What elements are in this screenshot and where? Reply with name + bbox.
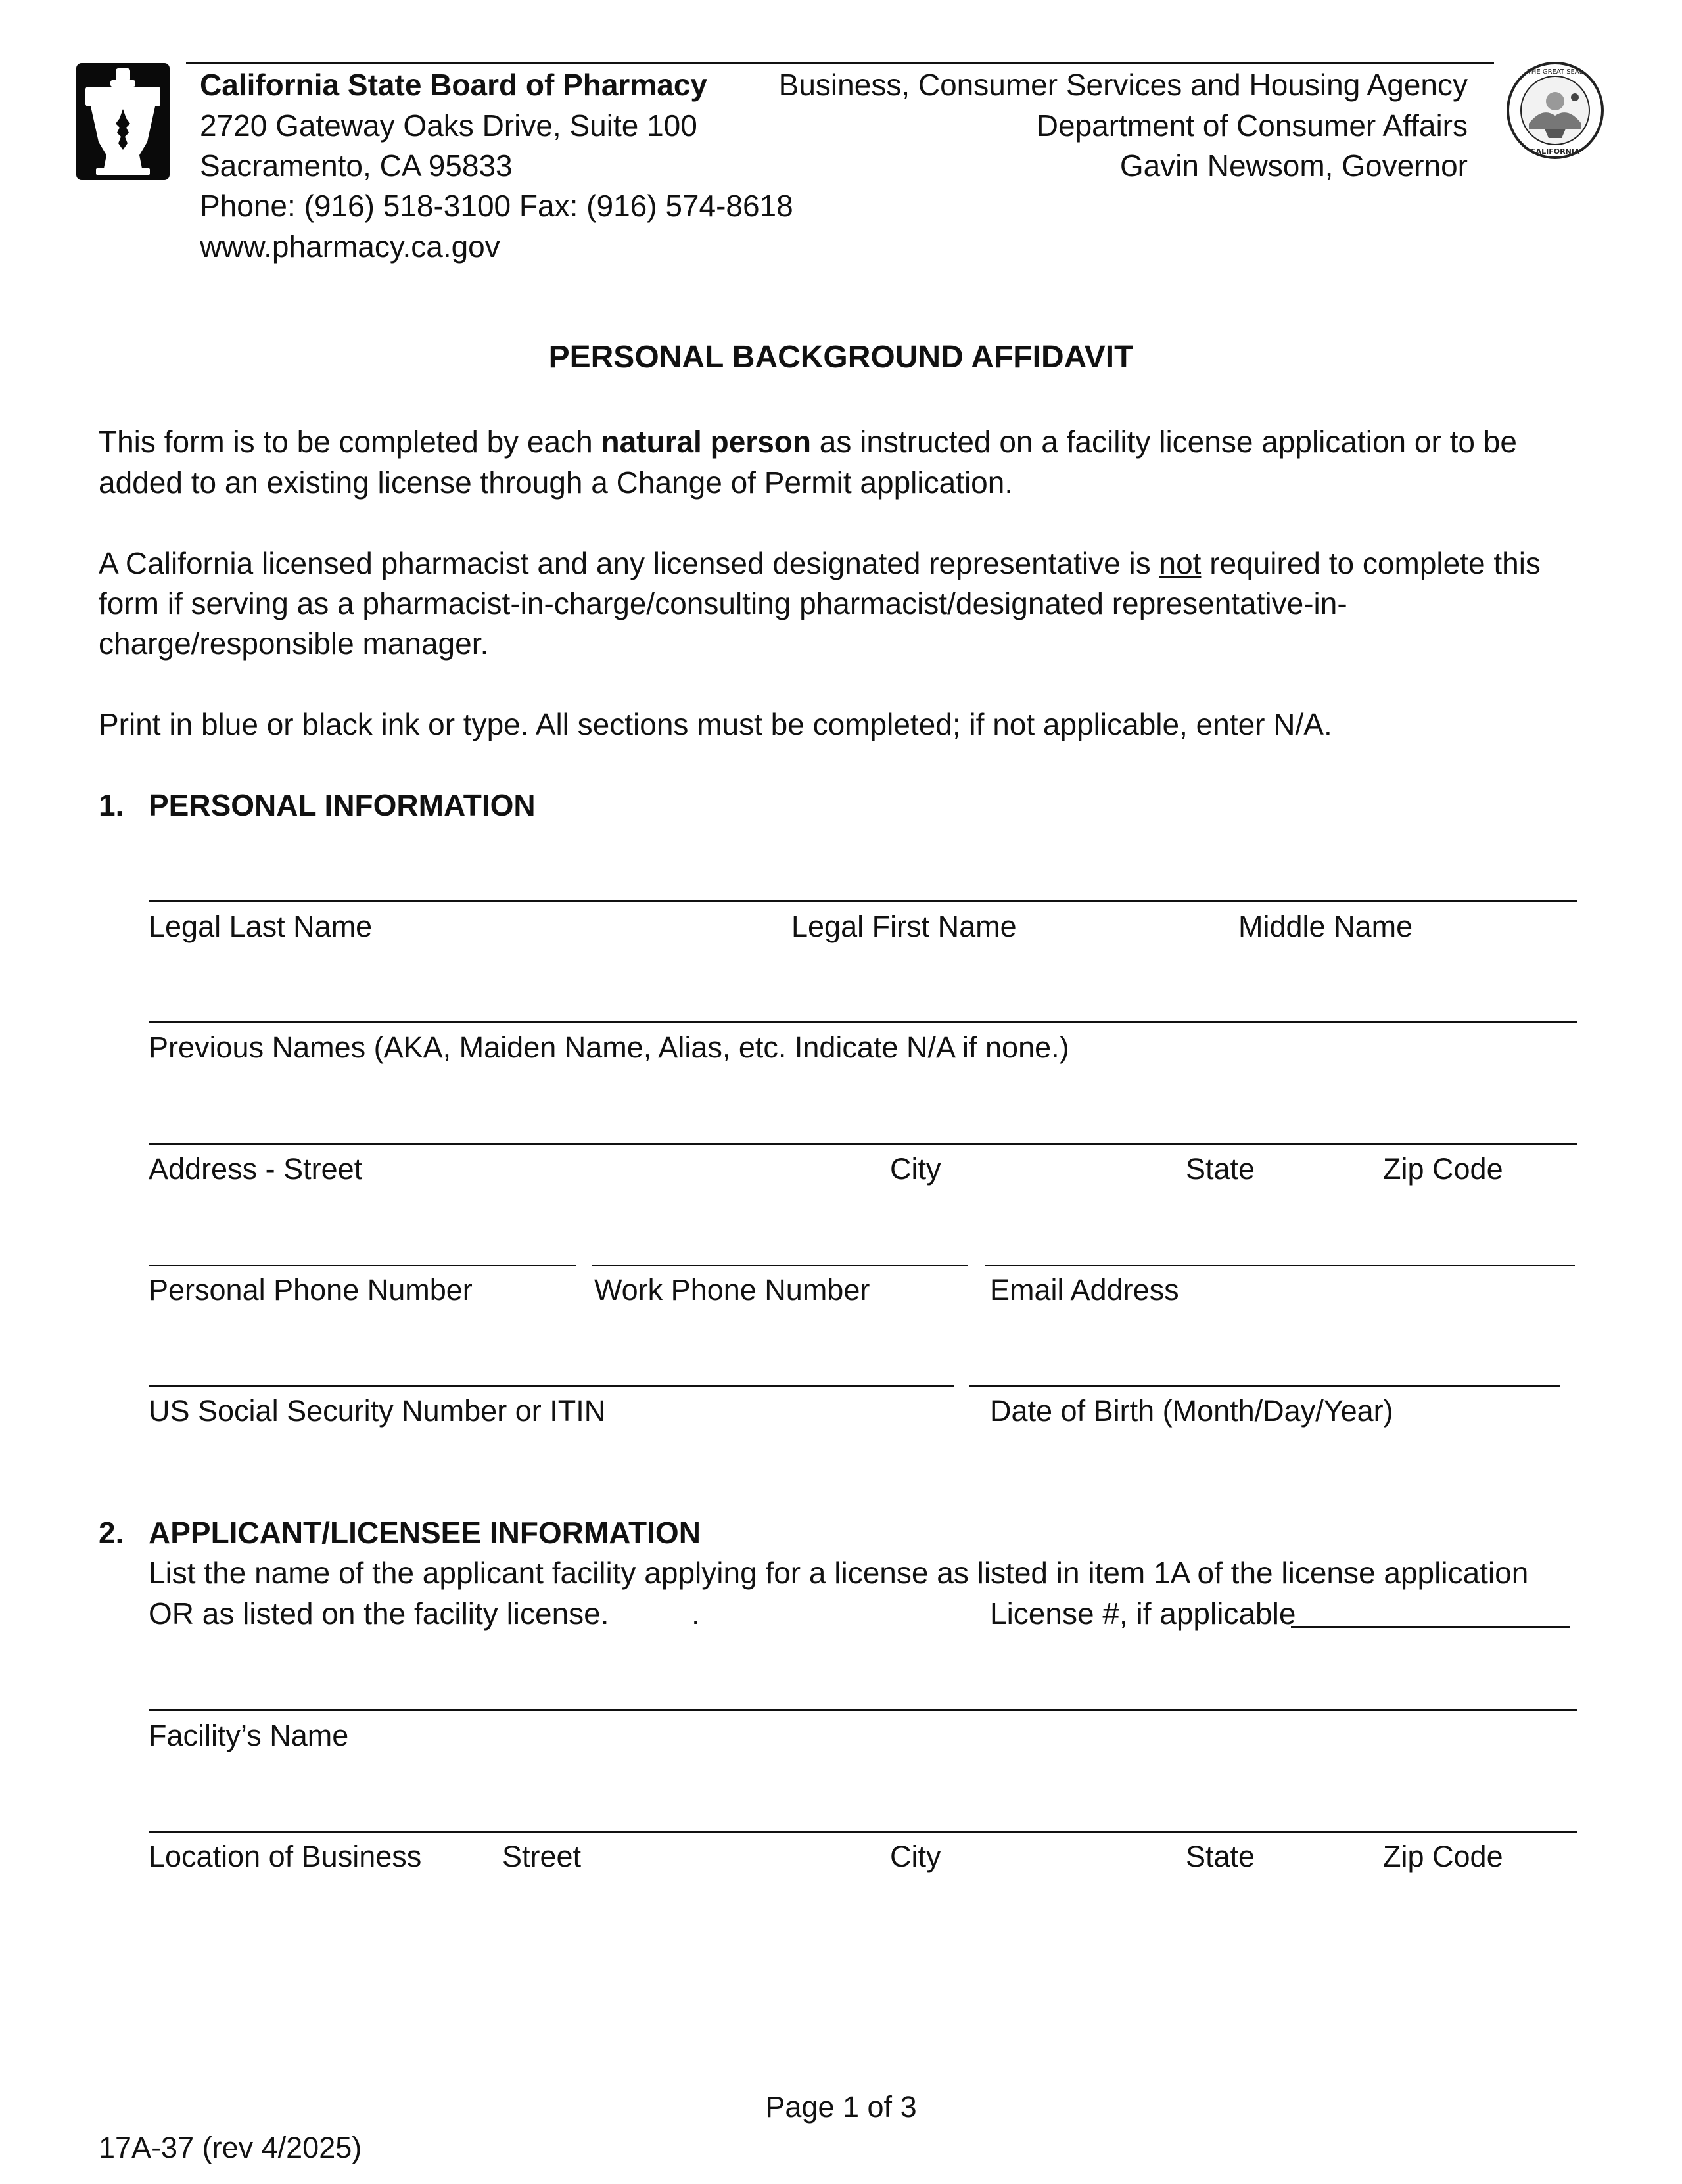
ssn-field-line[interactable] (149, 1385, 954, 1387)
department-name: Department of Consumer Affairs (1036, 108, 1468, 143)
address-state-label: State (1186, 1152, 1255, 1186)
intro-p1-after: as instructed on a facility license application or to be (810, 425, 1517, 459)
location-field-line[interactable] (149, 1831, 1577, 1833)
address-street-label: Address - Street (149, 1152, 363, 1186)
intro-p2-after: required to complete this (1201, 546, 1541, 580)
address-city-label: City (890, 1152, 941, 1186)
intro-p1-before: This form is to be completed by each (99, 425, 601, 459)
address-field-line[interactable] (149, 1143, 1577, 1145)
location-zip-label: Zip Code (1383, 1840, 1503, 1873)
governor-name: Gavin Newsom, Governor (1119, 149, 1468, 183)
intro-paragraph-3: Print in blue or black ink or type. All sections must be completed; if not applicable, enter N/A. (99, 707, 1332, 741)
board-logo (76, 63, 170, 180)
board-name: California State Board of Pharmacy (200, 68, 707, 102)
intro-paragraph-2-line3: charge/responsible manager. (99, 626, 489, 661)
legal-first-name-label: Legal First Name (791, 910, 1017, 943)
intro-paragraph-2-line1 (99, 543, 1541, 584)
previous-names-label: Previous Names (AKA, Maiden Name, Alias, etc. Indicate N/A if none.) (149, 1031, 1069, 1064)
previous-names-field-line[interactable] (149, 1021, 1577, 1023)
header-top-rule (186, 62, 1494, 64)
board-address-line1: 2720 Gateway Oaks Drive, Suite 100 (200, 108, 697, 143)
location-city-label: City (890, 1840, 941, 1873)
legal-last-name-label: Legal Last Name (149, 910, 373, 943)
form-id: 17A-37 (rev 4/2025) (99, 2131, 362, 2164)
intro-paragraph-1-line2: added to an existing license through a Change of Permit application. (99, 465, 1014, 500)
ssn-label: US Social Security Number or ITIN (149, 1394, 606, 1428)
california-state-seal (1505, 60, 1605, 160)
email-field-line[interactable] (985, 1265, 1575, 1266)
section2-instruction-line1: List the name of the applicant facility applying for a license as listed in item 1A of the license application (149, 1556, 1529, 1590)
board-phone-fax: Phone: (916) 518-3100 Fax: (916) 574-8618 (200, 189, 793, 223)
agency-name: Business, Consumer Services and Housing Agency (778, 68, 1468, 102)
work-phone-field-line[interactable] (592, 1265, 968, 1266)
dob-field-line[interactable] (969, 1385, 1560, 1387)
section2-number: 2. (99, 1516, 124, 1550)
svg-text:CALIFORNIA: CALIFORNIA (1530, 147, 1580, 156)
board-website[interactable]: www.pharmacy.ca.gov (200, 229, 500, 264)
section2-dot: . (691, 1596, 700, 1631)
work-phone-label: Work Phone Number (594, 1273, 870, 1307)
personal-phone-field-line[interactable] (149, 1265, 576, 1266)
page-title: PERSONAL BACKGROUND AFFIDAVIT (548, 340, 1134, 375)
state-seal (1505, 60, 1605, 160)
dob-label: Date of Birth (Month/Day/Year) (990, 1394, 1393, 1428)
facility-name-field-line[interactable] (149, 1709, 1577, 1711)
license-number-label: License #, if applicable (990, 1596, 1296, 1631)
intro-paragraph-2-line2: form if serving as a pharmacist-in-charge/consulting pharmacist/designated representative-in- (99, 586, 1347, 620)
intro-p2-underline: not (1159, 546, 1202, 580)
section2-instruction-line2: OR as listed on the facility license. (149, 1596, 609, 1631)
address-zip-label: Zip Code (1383, 1152, 1503, 1186)
facility-name-label: Facility’s Name (149, 1719, 349, 1752)
intro-p2-before: A California licensed pharmacist and any licensed designated representative is (99, 546, 1159, 580)
section2-heading: APPLICANT/LICENSEE INFORMATION (149, 1516, 701, 1550)
location-street-label: Street (502, 1840, 582, 1873)
mortar-pestle-faces-logo (76, 63, 170, 180)
middle-name-label: Middle Name (1238, 910, 1413, 943)
svg-text:THE GREAT SEAL: THE GREAT SEAL (1527, 68, 1583, 76)
name-field-line[interactable] (149, 900, 1577, 902)
location-state-label: State (1186, 1840, 1255, 1873)
section1-heading: PERSONAL INFORMATION (149, 788, 536, 822)
page-number: Page 1 of 3 (765, 2090, 917, 2124)
location-of-business-label: Location of Business (149, 1840, 422, 1873)
license-number-field-line[interactable] (1291, 1626, 1570, 1628)
intro-paragraph-1-line1 (99, 421, 1517, 462)
section1-number: 1. (99, 788, 124, 822)
personal-phone-label: Personal Phone Number (149, 1273, 473, 1307)
intro-p1-bold: natural person (601, 425, 811, 459)
board-address-line2: Sacramento, CA 95833 (200, 149, 513, 183)
email-label: Email Address (990, 1273, 1179, 1307)
